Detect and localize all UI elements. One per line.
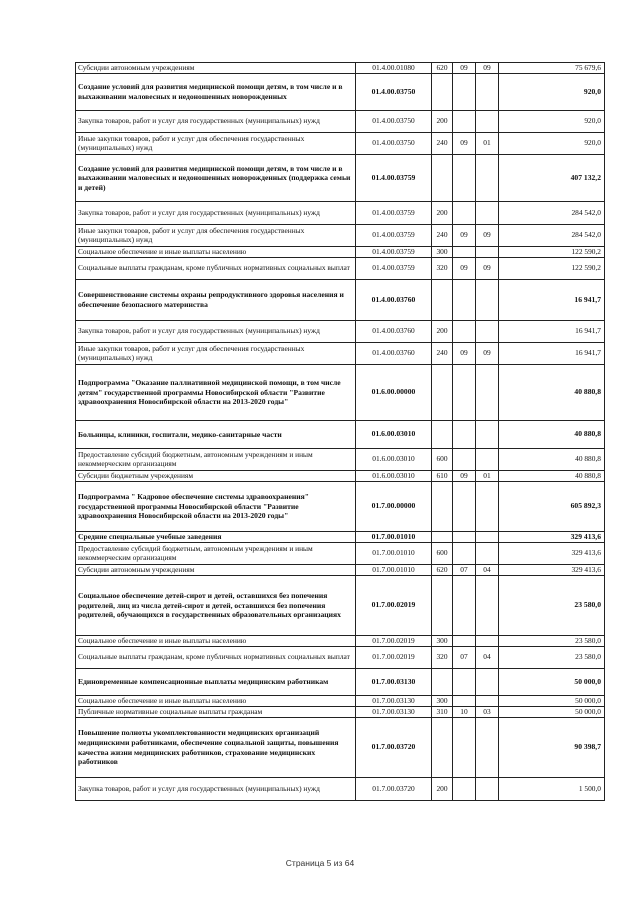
table-row [76,636,605,647]
row-name-cell: Создание условий для развития медицинской помощи детям, в том числе и в выхаживании маловесных и недоношенных новорожденных [76,74,356,111]
table-row [76,63,605,74]
table-row [76,155,605,202]
table-row [76,778,605,801]
row-vr-cell: 310 [432,707,453,718]
row-code-cell: 01.4.00.03760 [356,343,432,365]
table-row [76,258,605,280]
row-vr-cell [432,74,453,111]
row-name-cell: Социальное обеспечение детей-сирот и детей, оставшихся без попечения родителей, лиц из числа детей-сирот и детей, оставшихся без попечения родителей, обучающихся в государственных образовательных организациях [76,576,356,636]
table-row [76,321,605,343]
row-code-cell: 01.7.00.00000 [356,482,432,532]
row-name-cell: Совершенствование системы охраны репродуктивного здоровья населения и обеспечение безопасного материнства [76,280,356,321]
row-name-cell: Иные закупки товаров, работ и услуг для обеспечения государственных (муниципальных) нужд [76,225,356,247]
row-code-cell: 01.4.00.03759 [356,258,432,280]
row-name-cell: Закупка товаров, работ и услуг для государственных (муниципальных) нужд [76,111,356,133]
row-code-cell: 01.4.00.01080 [356,63,432,74]
row-rz-cell [453,636,476,647]
row-pr-cell: 09 [476,63,499,74]
row-pr-cell [476,365,499,421]
row-rz-cell [453,202,476,225]
row-amount-cell: 40 880,8 [499,449,605,471]
row-vr-cell: 200 [432,321,453,343]
row-code-cell: 01.4.00.03759 [356,225,432,247]
row-code-cell: 01.7.00.01010 [356,532,432,543]
row-vr-cell: 200 [432,111,453,133]
row-amount-cell: 75 679,6 [499,63,605,74]
table-row [76,343,605,365]
row-amount-cell: 329 413,6 [499,532,605,543]
row-vr-cell: 240 [432,343,453,365]
row-vr-cell [432,669,453,696]
row-vr-cell: 620 [432,565,453,576]
row-pr-cell [476,247,499,258]
row-name-cell: Социальное обеспечение и иные выплаты населению [76,247,356,258]
row-code-cell: 01.6.00.03010 [356,471,432,482]
row-pr-cell [476,778,499,801]
row-code-cell: 01.7.00.03130 [356,696,432,707]
row-amount-cell: 605 892,3 [499,482,605,532]
row-amount-cell: 407 132,2 [499,155,605,202]
table-row [76,133,605,155]
row-pr-cell [476,155,499,202]
row-vr-cell [432,365,453,421]
row-vr-cell: 620 [432,63,453,74]
row-name-cell: Единовременные компенсационные выплаты медицинским работникам [76,669,356,696]
row-rz-cell [453,532,476,543]
row-amount-cell: 50 000,0 [499,669,605,696]
row-rz-cell: 09 [453,258,476,280]
row-name-cell: Социальное обеспечение и иные выплаты населению [76,696,356,707]
row-amount-cell: 23 580,0 [499,636,605,647]
row-code-cell: 01.7.00.02019 [356,576,432,636]
row-name-cell: Социальные выплаты гражданам, кроме публичных нормативных социальных выплат [76,647,356,669]
row-vr-cell: 600 [432,449,453,471]
row-code-cell: 01.7.00.03720 [356,778,432,801]
row-code-cell: 01.4.00.03759 [356,202,432,225]
row-code-cell: 01.6.00.00000 [356,365,432,421]
row-rz-cell [453,421,476,449]
row-vr-cell: 300 [432,636,453,647]
row-pr-cell: 09 [476,225,499,247]
row-code-cell: 01.7.00.03130 [356,707,432,718]
row-rz-cell [453,321,476,343]
row-amount-cell: 16 941,7 [499,280,605,321]
row-code-cell: 01.4.00.03750 [356,111,432,133]
row-amount-cell: 284 542,0 [499,225,605,247]
row-code-cell: 01.4.00.03750 [356,74,432,111]
row-pr-cell [476,696,499,707]
row-rz-cell [453,280,476,321]
row-pr-cell: 04 [476,565,499,576]
table-row [76,471,605,482]
row-code-cell: 01.4.00.03760 [356,280,432,321]
table-row [76,280,605,321]
row-rz-cell [453,718,476,778]
row-vr-cell [432,718,453,778]
row-name-cell: Закупка товаров, работ и услуг для государственных (муниципальных) нужд [76,202,356,225]
row-name-cell: Иные закупки товаров, работ и услуг для обеспечения государственных (муниципальных) нужд [76,133,356,155]
row-amount-cell: 40 880,8 [499,421,605,449]
row-vr-cell: 240 [432,225,453,247]
row-pr-cell: 01 [476,471,499,482]
table-body [76,63,605,801]
row-name-cell: Социальные выплаты гражданам, кроме публичных нормативных социальных выплат [76,258,356,280]
table-row [76,718,605,778]
row-name-cell: Больницы, клиники, госпитали, медико-санитарные части [76,421,356,449]
row-vr-cell [432,280,453,321]
row-name-cell: Средние специальные учебные заведения [76,532,356,543]
row-pr-cell [476,321,499,343]
table-row [76,449,605,471]
row-name-cell: Субсидии бюджетным учреждениям [76,471,356,482]
row-amount-cell: 40 880,8 [499,471,605,482]
row-rz-cell: 10 [453,707,476,718]
row-amount-cell: 920,0 [499,74,605,111]
row-name-cell: Повышение полноты укомплектованности медицинских организаций медицинскими работниками, обеспечение социальной защиты, повышения качества жизни медицинских работников, страхование медицинских работников [76,718,356,778]
row-vr-cell [432,482,453,532]
row-amount-cell: 16 941,7 [499,343,605,365]
table-row [76,421,605,449]
row-rz-cell [453,155,476,202]
row-amount-cell: 284 542,0 [499,202,605,225]
row-vr-cell: 300 [432,696,453,707]
row-vr-cell: 610 [432,471,453,482]
row-vr-cell: 300 [432,247,453,258]
row-pr-cell [476,74,499,111]
row-name-cell: Субсидии автономным учреждениям [76,63,356,74]
row-name-cell: Закупка товаров, работ и услуг для государственных (муниципальных) нужд [76,778,356,801]
row-vr-cell [432,576,453,636]
row-pr-cell [476,636,499,647]
row-pr-cell [476,576,499,636]
row-rz-cell: 09 [453,471,476,482]
row-amount-cell: 23 580,0 [499,576,605,636]
row-rz-cell [453,696,476,707]
table-row [76,543,605,565]
row-rz-cell: 07 [453,565,476,576]
row-rz-cell [453,449,476,471]
row-code-cell: 01.6.00.03010 [356,449,432,471]
row-vr-cell [432,532,453,543]
table-row [76,707,605,718]
table-row [76,576,605,636]
table-row [76,482,605,532]
row-pr-cell [476,718,499,778]
row-name-cell: Создание условий для развития медицинской помощи детям, в том числе и в выхаживании маловесных и недоношенных новорожденных (поддержка семьи и детей) [76,155,356,202]
row-pr-cell: 03 [476,707,499,718]
table-row [76,202,605,225]
row-name-cell: Подпрограмма " Кадровое обеспечение системы здравоохранения" государственной программы Новосибирской области "Развитие здравоохранения Новосибирской области на 2013-2020 годы" [76,482,356,532]
row-vr-cell: 240 [432,133,453,155]
row-pr-cell [476,421,499,449]
row-amount-cell: 90 398,7 [499,718,605,778]
row-code-cell: 01.7.00.01010 [356,543,432,565]
row-code-cell: 01.7.00.01010 [356,565,432,576]
row-code-cell: 01.7.00.02019 [356,636,432,647]
budget-table [75,62,605,801]
row-name-cell: Предоставление субсидий бюджетным, автономным учреждениям и иным некоммерческим организациям [76,449,356,471]
row-pr-cell [476,669,499,696]
row-rz-cell: 07 [453,647,476,669]
row-pr-cell: 04 [476,647,499,669]
row-rz-cell [453,482,476,532]
row-rz-cell [453,111,476,133]
row-rz-cell [453,778,476,801]
row-pr-cell [476,280,499,321]
row-name-cell: Подпрограмма "Оказание паллиативной медицинской помощи, в том числе детям" государственной программы Новосибирской области "Развитие здравоохранения Новосибирской области на 2013-2020 годы" [76,365,356,421]
row-name-cell: Социальное обеспечение и иные выплаты населению [76,636,356,647]
row-rz-cell [453,74,476,111]
row-code-cell: 01.7.00.03720 [356,718,432,778]
row-vr-cell: 600 [432,543,453,565]
row-rz-cell: 09 [453,63,476,74]
row-amount-cell: 1 500,0 [499,778,605,801]
row-code-cell: 01.7.00.02019 [356,647,432,669]
row-amount-cell: 23 580,0 [499,647,605,669]
row-rz-cell: 09 [453,343,476,365]
row-pr-cell: 01 [476,133,499,155]
table-row [76,532,605,543]
row-pr-cell [476,543,499,565]
row-code-cell: 01.4.00.03750 [356,133,432,155]
table-row [76,225,605,247]
table-row [76,696,605,707]
row-rz-cell: 09 [453,225,476,247]
table-row [76,74,605,111]
row-amount-cell: 920,0 [499,133,605,155]
row-vr-cell [432,421,453,449]
row-amount-cell: 50 000,0 [499,707,605,718]
row-code-cell: 01.6.00.03010 [356,421,432,449]
row-amount-cell: 920,0 [499,111,605,133]
row-rz-cell [453,543,476,565]
row-pr-cell [476,202,499,225]
table-row [76,111,605,133]
row-vr-cell: 320 [432,258,453,280]
row-vr-cell: 200 [432,778,453,801]
row-vr-cell: 200 [432,202,453,225]
row-pr-cell: 09 [476,258,499,280]
row-amount-cell: 16 941,7 [499,321,605,343]
row-name-cell: Иные закупки товаров, работ и услуг для обеспечения государственных (муниципальных) нужд [76,343,356,365]
row-vr-cell [432,155,453,202]
table-row [76,365,605,421]
row-pr-cell: 09 [476,343,499,365]
row-code-cell: 01.4.00.03759 [356,247,432,258]
row-pr-cell [476,482,499,532]
page-footer: Страница 5 из 64 [285,858,355,868]
row-rz-cell [453,669,476,696]
table-row [76,565,605,576]
row-pr-cell [476,532,499,543]
row-code-cell: 01.7.00.03130 [356,669,432,696]
row-amount-cell: 40 880,8 [499,365,605,421]
row-rz-cell [453,247,476,258]
row-amount-cell: 329 413,6 [499,565,605,576]
table-row [76,247,605,258]
row-name-cell: Предоставление субсидий бюджетным, автономным учреждениям и иным некоммерческим организациям [76,543,356,565]
row-name-cell: Публичные нормативные социальные выплаты гражданам [76,707,356,718]
row-rz-cell: 09 [453,133,476,155]
row-amount-cell: 122 590,2 [499,258,605,280]
row-rz-cell [453,576,476,636]
row-name-cell: Субсидии автономным учреждениям [76,565,356,576]
row-name-cell: Закупка товаров, работ и услуг для государственных (муниципальных) нужд [76,321,356,343]
row-pr-cell [476,449,499,471]
row-code-cell: 01.4.00.03759 [356,155,432,202]
row-amount-cell: 122 590,2 [499,247,605,258]
row-code-cell: 01.4.00.03760 [356,321,432,343]
row-pr-cell [476,111,499,133]
row-amount-cell: 329 413,6 [499,543,605,565]
row-vr-cell: 320 [432,647,453,669]
table-row [76,669,605,696]
row-rz-cell [453,365,476,421]
row-amount-cell: 50 000,0 [499,696,605,707]
table-row [76,647,605,669]
